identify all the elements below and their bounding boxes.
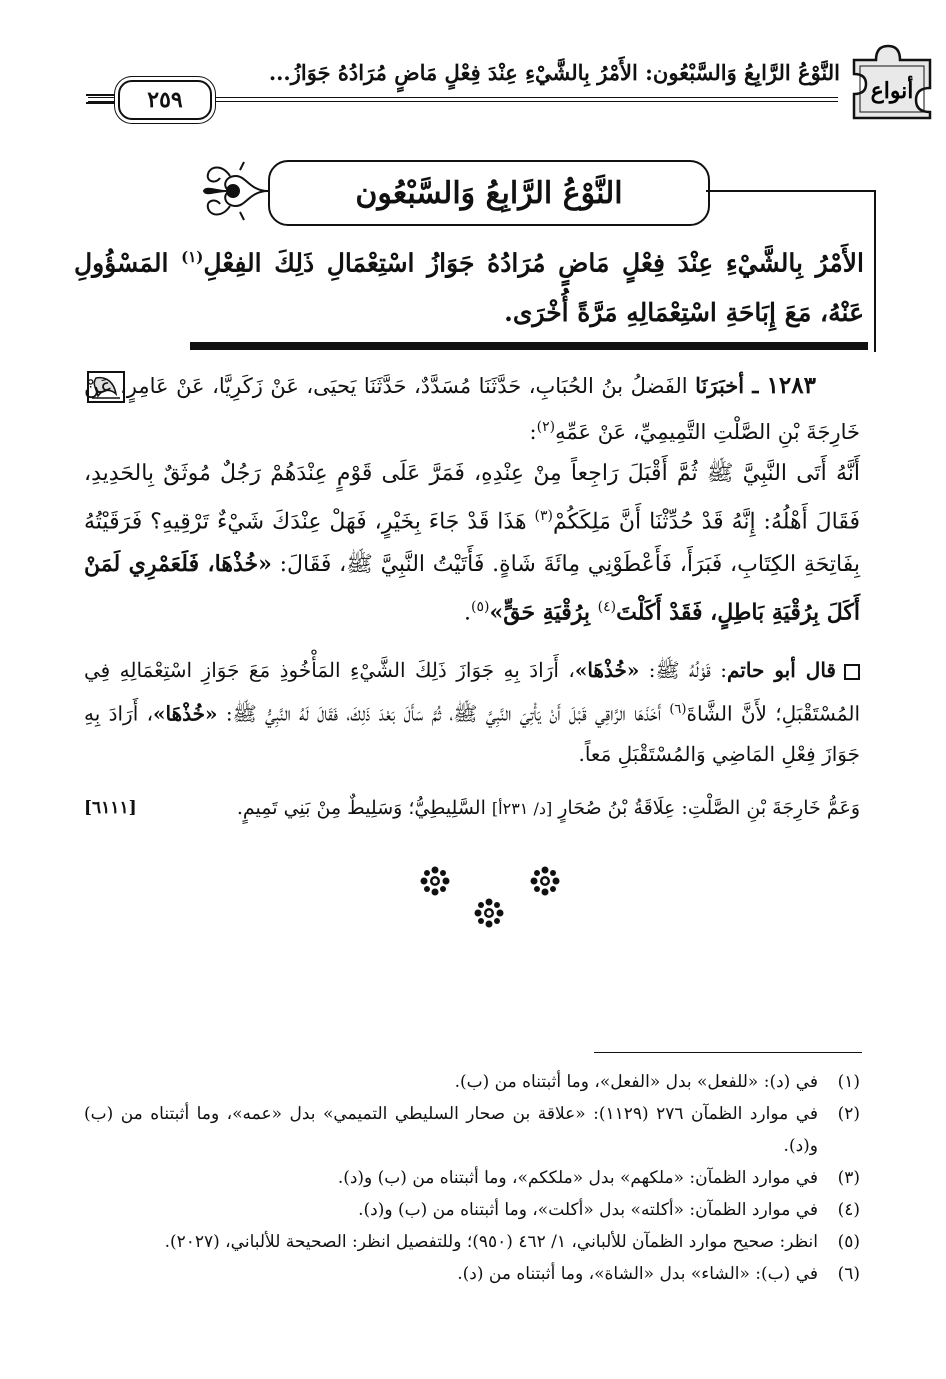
left-rule-top: [86, 94, 114, 96]
footnote-ref-2: (٢): [536, 419, 556, 435]
footnote-text: في (د): «للفعل» بدل «الفعل»، وما أثبتناه من (ب).: [454, 1072, 818, 1092]
square-marker-icon: [844, 664, 860, 680]
footnote-ref-5: (٥): [470, 599, 490, 616]
commentary: [84, 650, 860, 774]
manuscript-ref: [د/ ٢٣١أ]: [491, 799, 553, 818]
commentary-text-a: : قَوْلُهُ ﷺ:: [639, 658, 727, 682]
rosette-icon: [420, 866, 450, 896]
commentary-text-c: أَخَذَهَا الرَّاقِي قَبْلَ أَنْ يَأْتِيَ النَّبِيَّ ﷺ، ثُمَّ سَأَلَ بَعْدَ ذَلِكَ، فَقَالَ لَهُ النَّبِيُّ ﷺ:: [217, 701, 670, 726]
footnote-text: في موارد الظمآن: «ملكهم» بدل «ملككم»، وما أثبتناه من (ب) و(د).: [337, 1168, 818, 1188]
rosette-icon: [474, 898, 504, 928]
isnad-text: الفَضلُ بنُ الحُبَابِ، حَدَّثَنَا مُسَدَّدٌ، حَدَّثَنَا يَحيَى، عَنْ زَكَرِيَّا، عَنْ عَامِرٍ، عَنْ خَارِجَةَ بْنِ الصَّلْتِ التَّمِيمِيِّ، عَنْ عَمِّهِ: [84, 374, 860, 444]
matn-text-b: هَذَا قَدْ جَاءَ بِخَيْرٍ، فَهَلْ عِنْدَكَ شَيْءٌ تَرْقِيهِ؟ فَرَقَيْتُهُ بِفَاتِحَةِ الكِتَابِ، فَبَرَأَ، فَأَعْطَوْنِي مِائَةَ شَاةٍ. فَأَتَيْتُ النَّبِيَّ ﷺ، فَقَالَ:: [84, 509, 860, 578]
footnote-item: [84, 1098, 860, 1162]
prophet-quote-b: بِرُقْيَةِ حَقٍّ»: [489, 599, 598, 626]
badge-text: أنواع: [870, 78, 914, 104]
narrator-note: [84, 788, 860, 829]
page-number: ٢٥٩: [118, 80, 212, 120]
commentary-text-d: ، أَرَادَ بِهِ جَوَازَ فِعْلِ المَاضِي وَالمُسْتَقْبَلِ مَعاً.: [84, 701, 860, 766]
commentary-text-b: ، أَرَادَ بِهِ جَوَازَ ذَلِكَ الشَّيْءِ المَأْخُوذِ مَعَ جَوَازِ اسْتِعْمَالِهِ فِي المُسْتَقْبَلِ؛ لأَنَّ الشَّاةَ: [84, 658, 860, 726]
commentary-quote-1: «خُذْهَا»: [574, 658, 640, 682]
hadith-isnad: [84, 365, 860, 453]
footnote-separator: [594, 1052, 862, 1053]
left-rule-bottom: [86, 102, 114, 104]
hadith-dash: ـ: [744, 373, 767, 398]
hadith-number: ١٢٨٣: [766, 372, 816, 399]
footnote-text: في موارد الظمآن ٢٧٦ (١١٢٩): «علاقة بن صحار السليطي التميمي» بدل «عمه»، وما أثبتناه من (ب) و(د).: [84, 1104, 818, 1156]
footnote-item: [84, 1258, 860, 1290]
footnote-number: (١): [837, 1072, 860, 1092]
rosette-icon: [530, 866, 560, 896]
isnad-end: :: [529, 420, 537, 444]
commentary-quote-2: «خُذْهَا»: [153, 701, 218, 726]
footnote-number: (٥): [837, 1232, 860, 1252]
chapter-title: النَّوْعُ الرَّابِعُ وَالسَّبْعُون: [268, 160, 710, 226]
footnote-number: (٣): [837, 1168, 860, 1188]
footnote-ref-1: (١): [181, 248, 204, 266]
footnote-ref-4: (٤): [597, 599, 617, 616]
footnote-item: [84, 1194, 860, 1226]
footnote-text: في موارد الظمآن: «أكلته» بدل «أكلت»، وما أثبتناه من (ب) و(د).: [358, 1200, 818, 1220]
matn-text-a: أَنَّهُ أَتَى النَّبِيَّ ﷺ ثُمَّ أَقْبَلَ رَاجِعاً مِنْ عِنْدِهِ، فَمَرَّ عَلَى قَوْمٍ عِنْدَهُمْ رَجُلٌ مُوثَقٌ بِالحَدِيدِ، فَقَالَ أَهْلُهُ: إِنَّهُ قَدْ حُدِّثْنَا أَنَّ مَلِكَكُمْ: [84, 461, 860, 535]
commentary-speaker: قال أبو حاتم: [726, 658, 836, 682]
title-bottom-rule: [190, 342, 868, 350]
footnote-number: (٤): [837, 1200, 860, 1220]
floral-ornament-icon: [200, 158, 270, 224]
footnote-text: انظر: صحيح موارد الظمآن للألباني، ١/ ٤٦٢ (٩٥٠)؛ وللتفصيل انظر: الصحيحة للألباني، (٢٠٢٧).: [164, 1232, 818, 1252]
subtitle-text: الأَمْرُ بِالشَّيْءِ عِنْدَ فِعْلٍ مَاضٍ مُرَادُهُ جَوَازُ اسْتِعْمَالِ ذَلِكَ الفِعْلِ: [203, 248, 864, 278]
hadith-index: [٦١١١]: [84, 798, 137, 818]
footnote-ref-3: (٣): [534, 508, 553, 524]
footnote-item: [84, 1226, 860, 1258]
narrator-text-a: وَعَمُّ خَارِجَةَ بْنِ الصَّلْتِ: عِلَاقَةُ بْنُ صُحَارٍ: [552, 797, 860, 819]
matn-end: .: [463, 600, 471, 626]
chapter-subtitle: [74, 232, 864, 338]
narrator-text-b: السَّلِيطِيُّ؛ وَسَلِيطٌ مِنْ بَنِي تَمِيمٍ.: [236, 797, 492, 819]
footnote-item: [84, 1162, 860, 1194]
hadith-lead: أخبَرَنَا: [695, 373, 745, 398]
puzzle-badge-icon: [846, 38, 938, 124]
footnote-text: في (ب): «الشاء» بدل «الشاة»، وما أثبتناه من (د).: [457, 1264, 818, 1284]
footnote-number: (٢): [837, 1104, 860, 1124]
footnote-number: (٦): [837, 1264, 860, 1284]
running-title: النَّوْعُ الرَّابِعُ وَالسَّبْعُون: الأَمْرُ بِالشَّيْءِ عِنْدَ فِعْلٍ مَاضٍ مُرَادُهُ جَوَازُ...: [268, 60, 840, 85]
hadith-matn: [84, 453, 860, 635]
subtitle-rest: المَسْؤُولِ عَنْهُ، مَعَ إِبَاحَةِ اسْتِعْمَالِهِ مَرَّةً أُخْرَى.: [74, 248, 864, 328]
footnote-item: [84, 1066, 860, 1098]
footnotes: [84, 1066, 860, 1290]
footnote-ref-6: (٦): [669, 702, 687, 717]
prophet-quote-a: «خُذْهَا، فَلَعَمْرِي لَمَنْ أَكَلَ بِرُقْيَةِ بَاطِلٍ، فَقَدْ أَكَلْتَ: [84, 551, 860, 626]
